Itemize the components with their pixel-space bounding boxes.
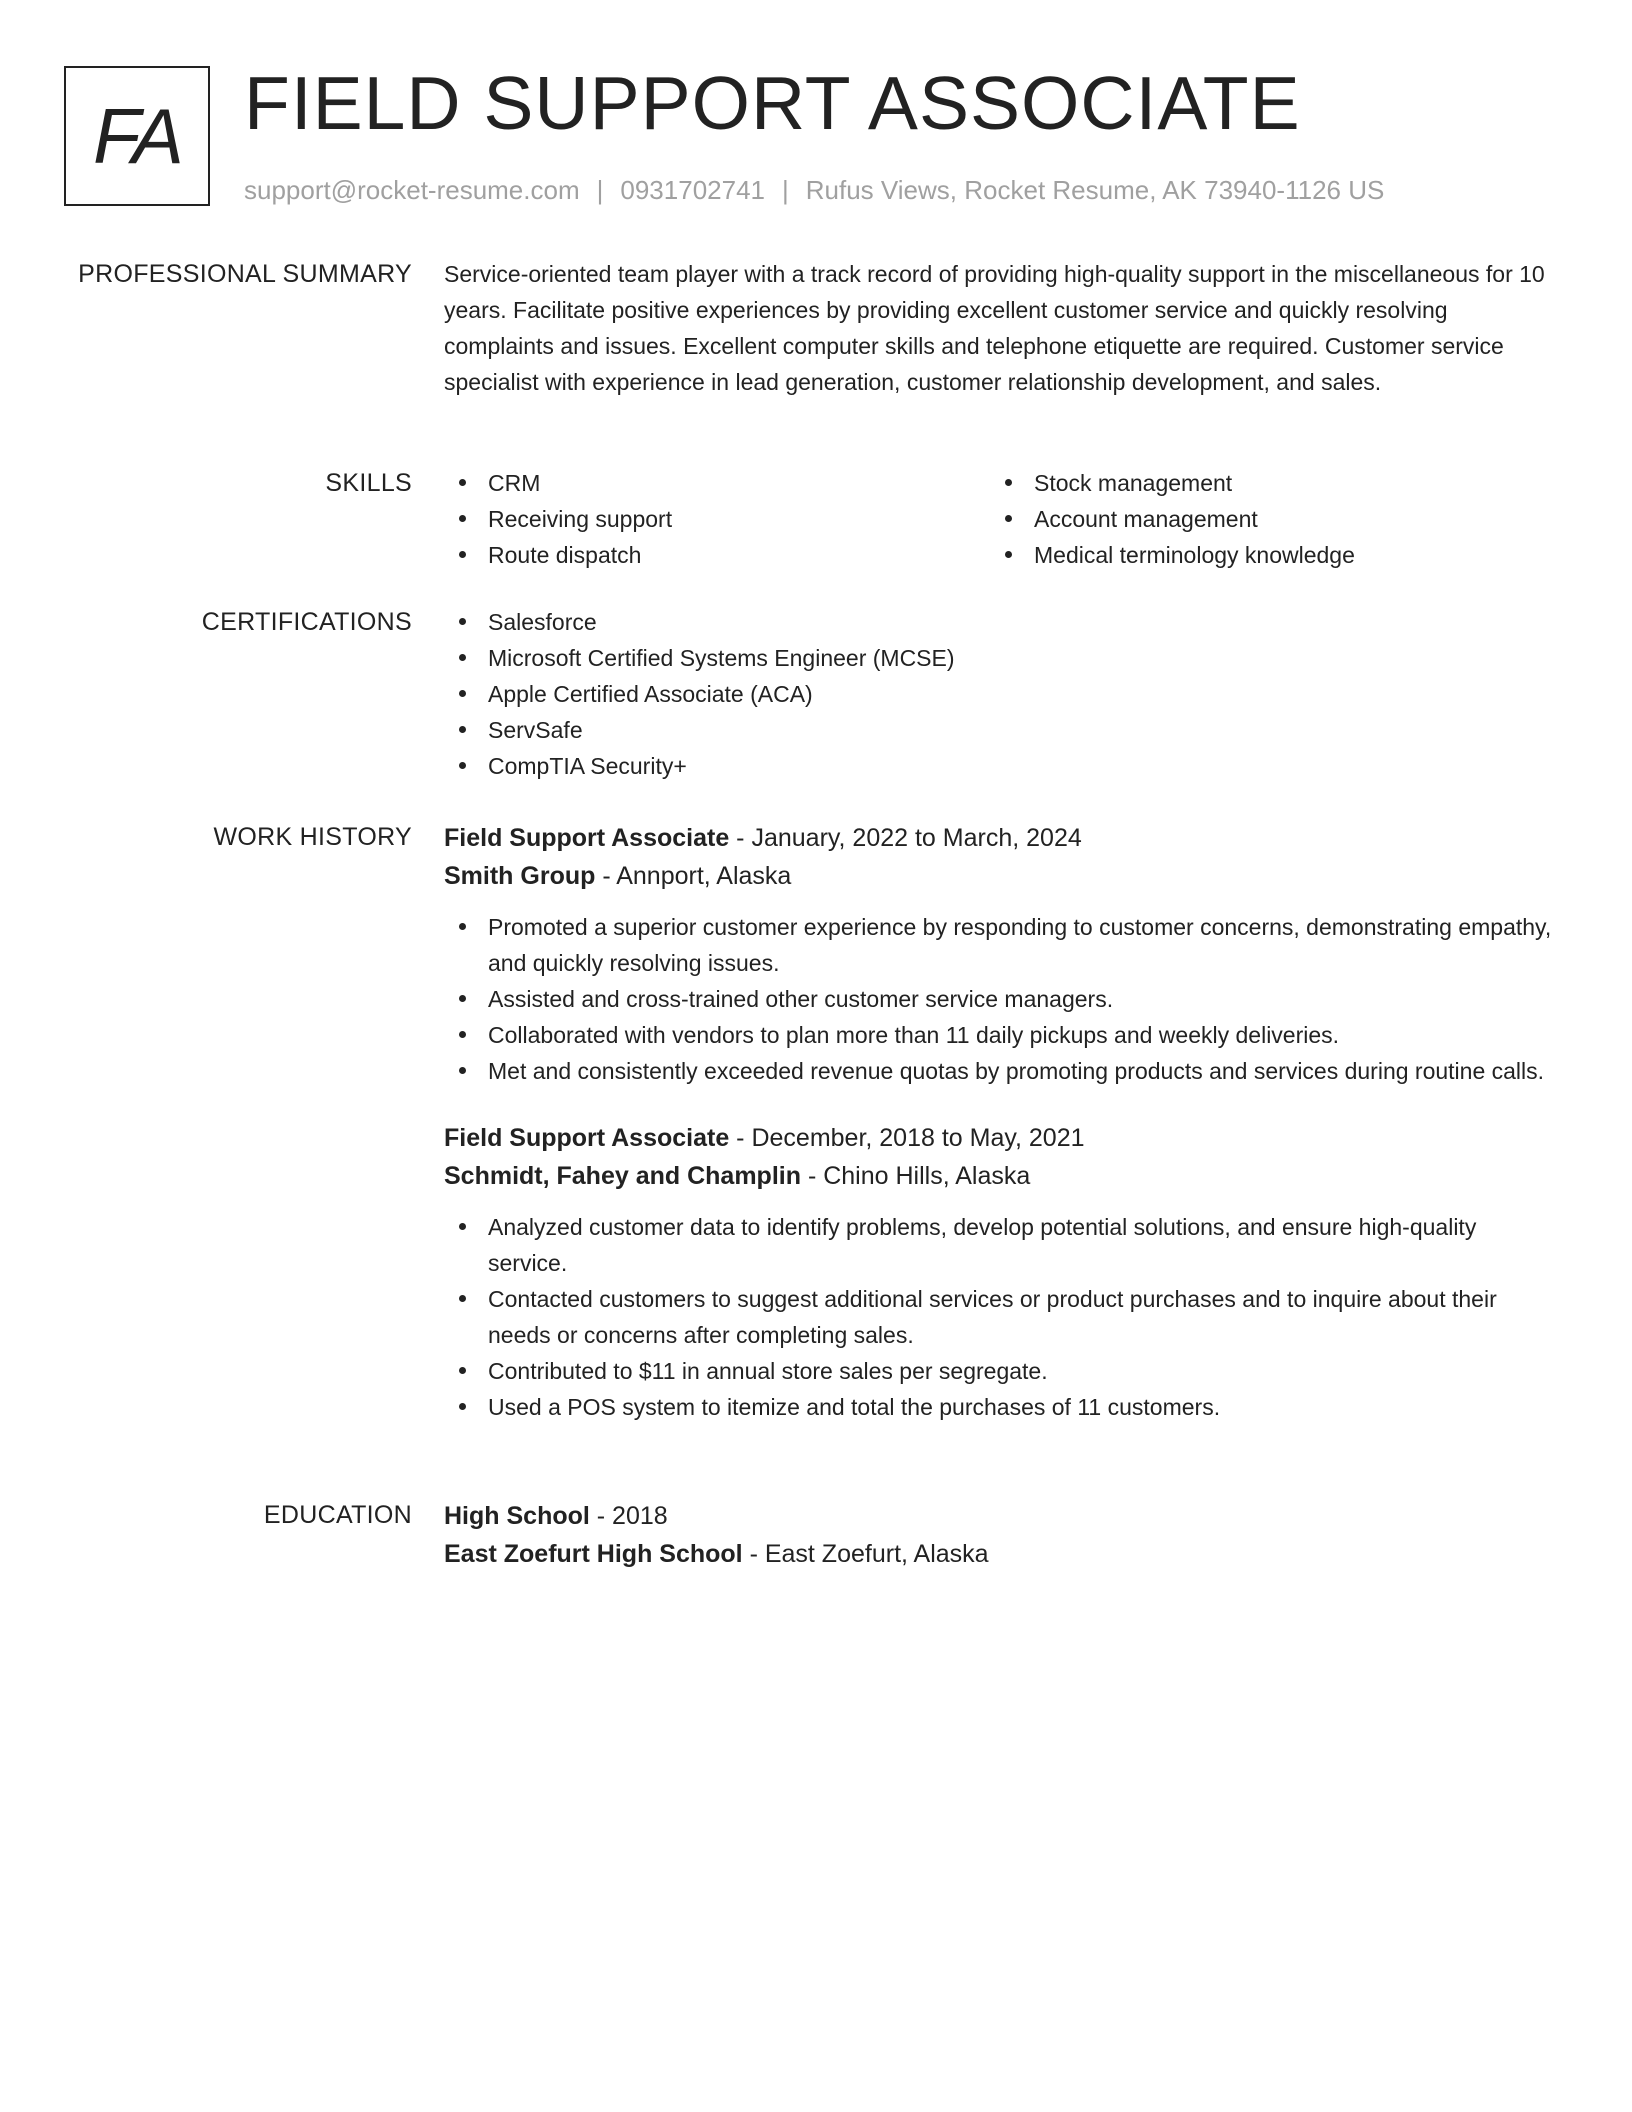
job-title: Field Support Associate — [444, 1124, 730, 1152]
education-heading: EDUCATION — [263, 1501, 412, 1529]
skills-column-left — [444, 465, 990, 573]
job-location: - Chino Hills, Alaska — [801, 1162, 1031, 1190]
summary-body — [444, 256, 1554, 400]
contact-address: Rufus Views, Rocket Resume, AK 73940-1126 US — [805, 175, 1385, 205]
skill-item: Medical terminology knowledge — [990, 537, 1536, 573]
education-school-line — [444, 1535, 1554, 1573]
monogram-box — [64, 66, 210, 206]
certifications-heading: CERTIFICATIONS — [201, 608, 412, 636]
skill-item: Stock management — [990, 465, 1536, 501]
work-history-body — [444, 819, 1554, 1425]
education-school: East Zoefurt High School — [444, 1540, 743, 1568]
job-company: Schmidt, Fahey and Champlin — [444, 1162, 801, 1190]
education-degree: High School — [444, 1502, 590, 1530]
summary-text: Service-oriented team player with a track record of providing high-quality support in the miscellaneous for 10 years. Facilitate positive experiences by providing excellent customer service and quickly resolving complaints and issues. Excellent computer skills and telephone etiquette are required. Customer service specialist with experience in lead generation, customer relationship development, and sales. — [444, 261, 1545, 395]
job-bullet: Promoted a superior customer experience by responding to customer concerns, demonstrating empathy, and quickly resolving issues. — [444, 909, 1554, 981]
contact-separator: | — [782, 175, 789, 205]
contact-phone: 0931702741 — [620, 175, 765, 205]
education-body — [444, 1497, 1554, 1573]
job-company-line — [444, 857, 1554, 895]
job-title-line — [444, 819, 1554, 857]
certifications-body — [444, 604, 1554, 784]
contact-line — [244, 172, 1384, 208]
skills-column-right — [990, 465, 1536, 573]
monogram-initials: FA — [93, 92, 181, 180]
job-bullet: Contacted customers to suggest additional services or product purchases and to inquire about their needs or concerns after completing sales. — [444, 1281, 1554, 1353]
education-year: - 2018 — [589, 1502, 668, 1530]
contact-separator: | — [596, 175, 604, 205]
contact-email: support@rocket-resume.com — [244, 175, 580, 205]
skill-item: Receiving support — [444, 501, 990, 537]
job-entry — [444, 1119, 1554, 1425]
job-bullet: Used a POS system to itemize and total the purchases of 11 customers. — [444, 1389, 1554, 1425]
job-title-line — [444, 1119, 1554, 1157]
job-bullet: Analyzed customer data to identify problems, develop potential solutions, and ensure high-quality service. — [444, 1209, 1554, 1281]
job-dates: - January, 2022 to March, 2024 — [729, 824, 1082, 852]
job-company-line — [444, 1157, 1554, 1195]
skills-body — [444, 465, 1554, 573]
skill-item: CRM — [444, 465, 990, 501]
certification-item: CompTIA Security+ — [444, 748, 1554, 784]
job-dates: - December, 2018 to May, 2021 — [729, 1124, 1085, 1152]
education-degree-line — [444, 1497, 1554, 1535]
skills-heading: SKILLS — [325, 469, 412, 497]
resume-title: FIELD SUPPORT ASSOCIATE — [244, 61, 1301, 145]
job-company: Smith Group — [444, 862, 596, 890]
skill-item: Route dispatch — [444, 537, 990, 573]
job-bullet: Contributed to $11 in annual store sales per segregate. — [444, 1353, 1554, 1389]
job-bullet: Assisted and cross-trained other customer service managers. — [444, 981, 1554, 1017]
work-history-heading: WORK HISTORY — [213, 823, 412, 851]
certification-item: ServSafe — [444, 712, 1554, 748]
skill-item: Account management — [990, 501, 1536, 537]
certification-item: Microsoft Certified Systems Engineer (MCSE) — [444, 640, 1554, 676]
job-entry — [444, 819, 1554, 1089]
education-location: - East Zoefurt, Alaska — [742, 1540, 989, 1568]
certification-item: Salesforce — [444, 604, 1554, 640]
job-title: Field Support Associate — [444, 824, 730, 852]
summary-heading: PROFESSIONAL SUMMARY — [78, 260, 412, 288]
job-bullet: Collaborated with vendors to plan more than 11 daily pickups and weekly deliveries. — [444, 1017, 1554, 1053]
job-location: - Annport, Alaska — [595, 862, 792, 890]
job-bullet: Met and consistently exceeded revenue quotas by promoting products and services during routine calls. — [444, 1053, 1554, 1089]
certification-item: Apple Certified Associate (ACA) — [444, 676, 1554, 712]
